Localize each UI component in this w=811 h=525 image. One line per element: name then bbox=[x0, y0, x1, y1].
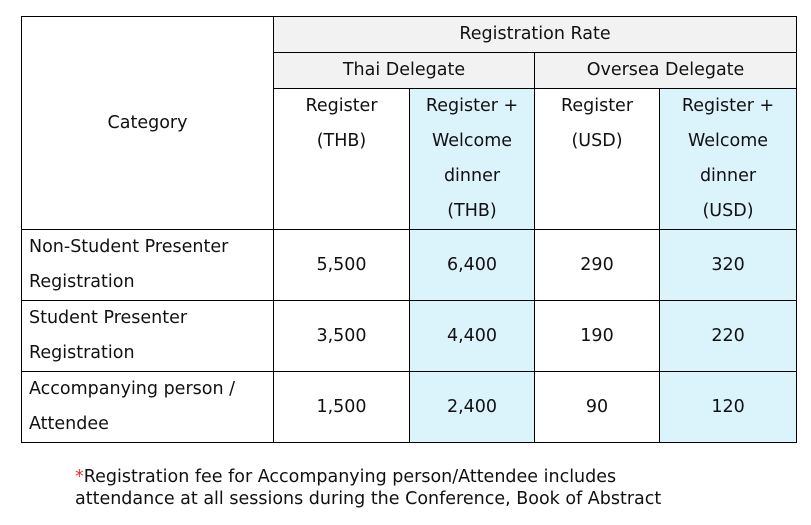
category-header: Category bbox=[22, 17, 274, 230]
oversea-delegate-header: Oversea Delegate bbox=[535, 53, 797, 89]
cell-value: 2,400 bbox=[410, 372, 535, 443]
registration-rate-table bbox=[21, 16, 797, 443]
cell-value: 1,500 bbox=[274, 372, 410, 443]
cell-value: 3,500 bbox=[274, 301, 410, 372]
table-row bbox=[22, 230, 797, 301]
cell-value: 90 bbox=[535, 372, 660, 443]
cell-value: 220 bbox=[660, 301, 797, 372]
table-row bbox=[22, 372, 797, 443]
registration-rate-header: Registration Rate bbox=[274, 17, 797, 53]
footnote bbox=[75, 466, 661, 510]
cell-value: 4,400 bbox=[410, 301, 535, 372]
footnote-line-2: attendance at all sessions during the Conference, Book of Abstract bbox=[75, 489, 662, 509]
asterisk-mark: * bbox=[75, 467, 84, 487]
cell-value: 5,500 bbox=[274, 230, 410, 301]
footnote-line-1 bbox=[75, 466, 661, 488]
cell-value: 120 bbox=[660, 372, 797, 443]
row-label: Non-Student Presenter Registration bbox=[22, 230, 274, 301]
row-label: Student Presenter Registration bbox=[22, 301, 274, 372]
col-header-thai-register-dinner: Register + Welcome dinner (THB) bbox=[410, 89, 535, 230]
col-header-thai-register: Register (THB) bbox=[274, 89, 410, 230]
table-row bbox=[22, 301, 797, 372]
cell-value: 290 bbox=[535, 230, 660, 301]
footnote-text-1: Registration fee for Accompanying person/Attendee includes bbox=[83, 467, 617, 487]
cell-value: 190 bbox=[535, 301, 660, 372]
thai-delegate-header: Thai Delegate bbox=[274, 53, 535, 89]
cell-value: 6,400 bbox=[410, 230, 535, 301]
cell-value: 320 bbox=[660, 230, 797, 301]
row-label: Accompanying person / Attendee bbox=[22, 372, 274, 443]
col-header-oversea-register: Register (USD) bbox=[535, 89, 660, 230]
col-header-oversea-register-dinner: Register + Welcome dinner (USD) bbox=[660, 89, 797, 230]
